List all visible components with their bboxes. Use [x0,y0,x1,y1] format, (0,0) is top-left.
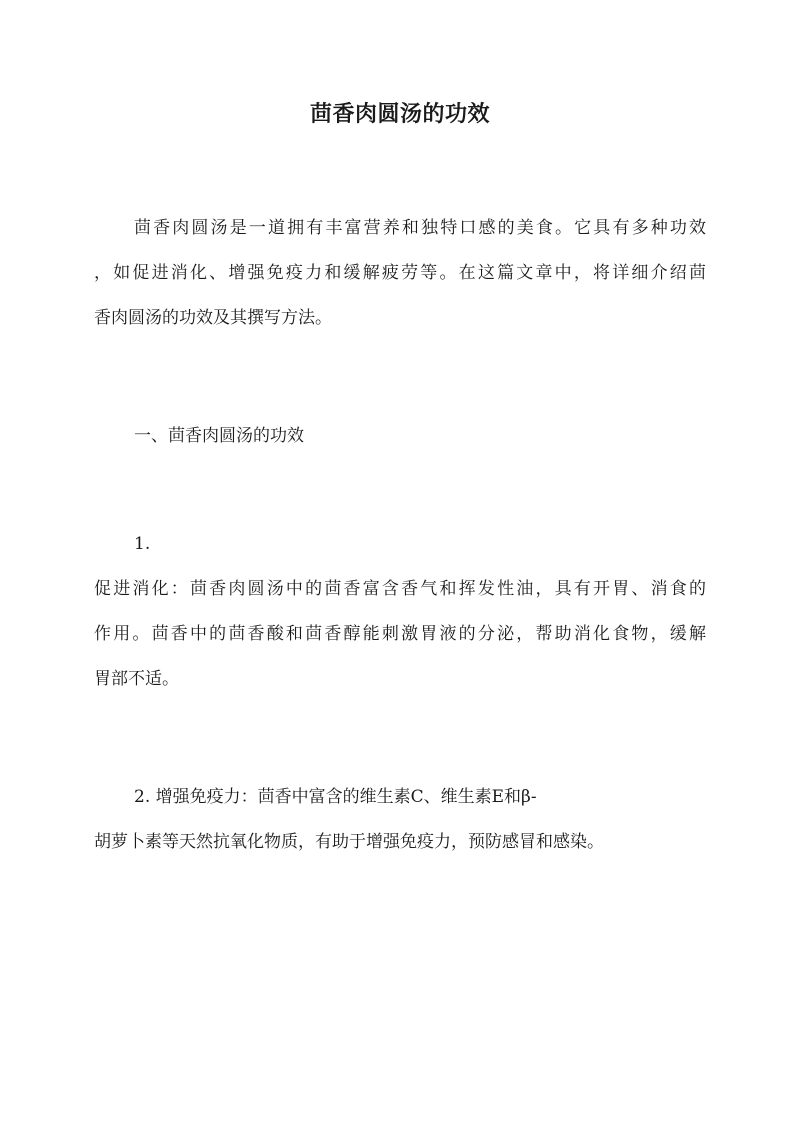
item1-line: 作用。茴香中的茴香酸和茴香醇能刺激胃液的分泌，帮助消化食物，缓解 [94,624,706,644]
intro-line: 茴香肉圆汤是一道拥有丰富营养和独特口感的美食。它具有多种功效 [134,218,706,238]
page-title: 茴香肉圆汤的功效 [309,101,490,127]
item2-paragraph [94,820,706,865]
item2-heading-container [94,775,706,820]
section-heading-container [94,414,706,459]
section-heading: 一、茴香肉圆汤的功效 [134,426,304,446]
intro-paragraph [94,206,706,341]
intro-line: 香肉圆汤的功效及其撰写方法。 [94,308,332,328]
item2-heading: 2. 增强免疫力：茴香中富含的维生素C、维生素E和β- [134,787,537,807]
item2-line: 胡萝卜素等天然抗氧化物质，有助于增强免疫力，预防感冒和感染。 [94,832,604,852]
item1-number-container [94,522,706,567]
item1-number: 1. [134,534,151,554]
item1-line: 促进消化：茴香肉圆汤中的茴香富含香气和挥发性油，具有开胃、消食的 [94,579,706,599]
item1-paragraph [94,567,706,702]
item1-line: 胃部不适。 [94,669,179,689]
intro-line: ，如促进消化、增强免疫力和缓解疲劳等。在这篇文章中，将详细介绍茴 [94,263,706,283]
